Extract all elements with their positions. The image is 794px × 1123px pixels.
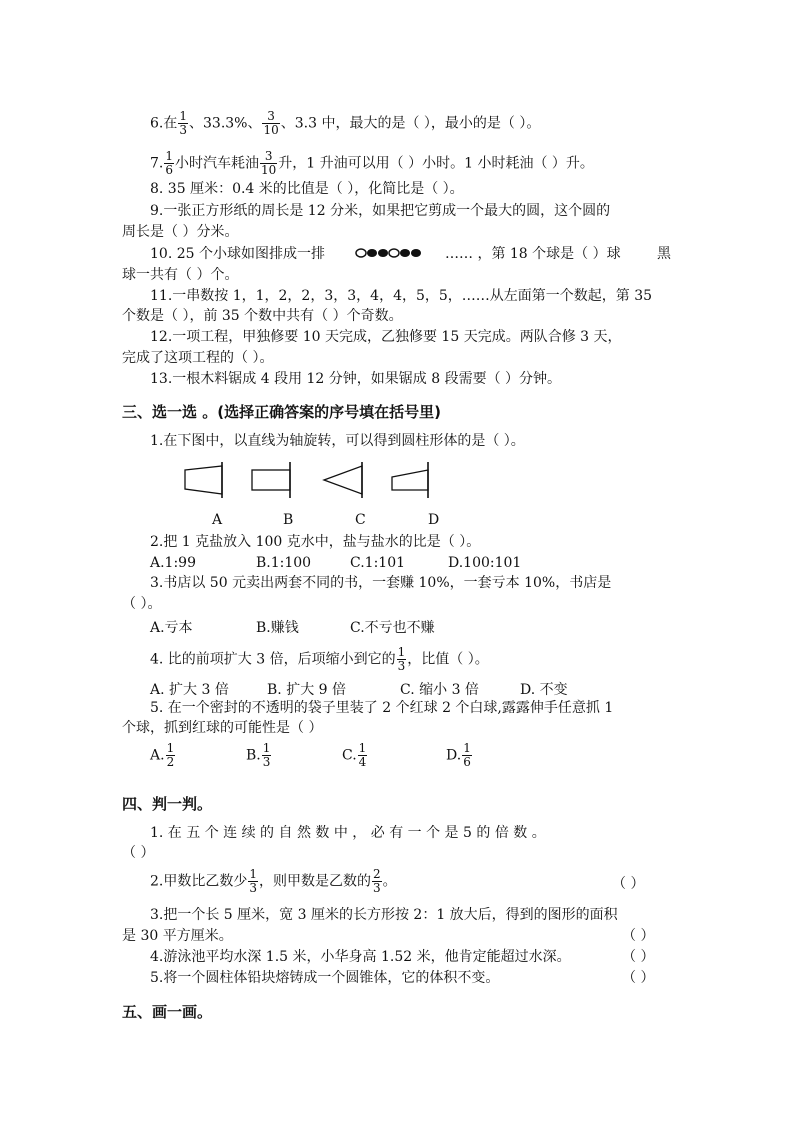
figure-a-trapezoid — [185, 466, 222, 494]
q6-fraction-1-denominator: 3 — [179, 123, 187, 137]
section-3-heading: 三、选一选 。(选择正确答案的序号填在括号里) — [122, 403, 441, 421]
choice-5-option-d-prefix: D. — [446, 747, 462, 764]
choice-5-option-b — [246, 742, 272, 769]
q6-fraction-2-denominator: 10 — [263, 123, 279, 137]
ball-6-black — [411, 249, 421, 257]
figure-label-c: C — [355, 512, 366, 528]
figure-label-a: A — [212, 512, 223, 528]
choice-4 — [150, 646, 489, 673]
figure-d-trapezoid — [392, 470, 428, 490]
q6-fraction-1 — [178, 110, 188, 137]
question-10-text-b: …… ，第 18 个球是（ ）球 — [445, 246, 621, 262]
judge-2-text-a: 2.甲数比乙数少 — [150, 873, 248, 890]
question-10-text-a: 10. 25 个小球如图排成一排 — [150, 246, 325, 262]
choice-5-option-d-fraction — [462, 742, 472, 769]
q7-text-b: 小时汽车耗油 — [175, 155, 259, 172]
choice-5-option-c-numerator: 1 — [358, 741, 367, 755]
choice-4-text-a: 4. 比的前项扩大 3 倍，后项缩小到它的 — [150, 651, 396, 668]
ball-5-black — [400, 249, 410, 257]
q6-text-a: 6.在 — [150, 115, 178, 132]
q7-fraction-2 — [260, 150, 277, 177]
question-6 — [150, 110, 540, 137]
choice-5-option-b-prefix: B. — [246, 747, 261, 764]
q6-fraction-1-numerator: 1 — [179, 109, 187, 123]
choice-5-option-d-numerator: 1 — [463, 741, 471, 755]
q7-text-c: 升，1 升油可以用（ ）小时。1 小时耗油（ ）升。 — [278, 155, 594, 172]
ball-4-white — [389, 249, 399, 257]
judge-2-text-c: 。 — [382, 873, 397, 890]
choice-4-option-b: B. 扩大 9 倍 — [267, 682, 346, 698]
q7-fraction-1 — [164, 150, 174, 177]
choice-5-option-a-numerator: 1 — [166, 741, 175, 755]
choice-3-option-b: B.赚钱 — [256, 620, 299, 636]
choice-5-option-a-prefix: A. — [150, 747, 165, 764]
question-7 — [150, 150, 594, 177]
figure-c-triangle — [324, 466, 362, 494]
choice-5-option-a — [150, 742, 176, 769]
choice-5-option-b-fraction — [262, 742, 272, 769]
q6-text-c: 、3.3 中，最大的是（ ），最小的是（ ）。 — [280, 115, 541, 132]
question-9-line-2: 周长是（ ）分米。 — [122, 224, 239, 240]
choice-5-line-2: 个球，抓到红球的可能性是（ ） — [122, 720, 323, 736]
judge-2-fraction-2-denominator: 3 — [373, 881, 381, 895]
choice-5-option-c-fraction — [358, 742, 368, 769]
choice-5-line-1: 5. 在一个密封的不透明的袋子里装了 2 个红球 2 个白球,露露伸手任意抓 1 — [150, 700, 614, 716]
choice-2: 2.把 1 克盐放入 100 克水中，盐与盐水的比是（ ）。 — [150, 534, 481, 550]
choice-5-option-d-denominator: 6 — [463, 755, 471, 769]
choice-3-option-a: A.亏本 — [150, 620, 193, 636]
choice-4-option-c: C. 缩小 3 倍 — [400, 682, 479, 698]
choice-4-fraction-numerator: 1 — [397, 645, 406, 659]
section-5-heading: 五、画一画。 — [122, 1003, 213, 1021]
judge-2-text-b: ，则甲数是乙数的 — [259, 873, 371, 890]
judge-2-fraction-1-denominator: 3 — [249, 881, 257, 895]
figure-label-d: D — [428, 512, 440, 528]
judge-2-fraction-2 — [372, 868, 382, 895]
figure-b-rectangle — [252, 470, 290, 490]
choice-3-line-1: 3.书店以 50 元卖出两套不同的书，一套赚 10%，一套亏本 10%，书店是 — [150, 575, 612, 591]
ball-3-black — [378, 249, 388, 257]
section-4-heading: 四、判一判。 — [122, 795, 213, 813]
rotation-figures — [178, 460, 448, 502]
judge-5-answer-paren: （ ） — [622, 970, 655, 986]
choice-4-fraction-denominator: 3 — [397, 659, 406, 673]
q7-fraction-1-numerator: 1 — [165, 149, 173, 163]
choice-5-option-b-denominator: 3 — [262, 755, 271, 769]
judge-3-line-1: 3.把一个长 5 厘米，宽 3 厘米的长方形按 2：1 放大后，得到的图形的面积 — [150, 907, 618, 923]
judge-1-line-2: （ ） — [122, 845, 155, 861]
choice-2-option-c: C.1:101 — [350, 555, 406, 571]
judge-4-answer-paren: （ ） — [622, 949, 655, 965]
q7-fraction-1-denominator: 6 — [165, 163, 173, 177]
question-10-text-c: 黑 — [657, 246, 671, 262]
question-12-line-2: 完成了这项工程的（ ）。 — [122, 350, 274, 366]
question-12-line-1: 12.一项工程，甲独修要 10 天完成，乙独修要 15 天完成。两队合修 3 天， — [150, 329, 622, 345]
ball-sequence — [355, 246, 431, 260]
judge-2-answer-paren: （ ） — [612, 876, 645, 892]
judge-5: 5.将一个圆柱体铅块熔铸成一个圆锥体，它的体积不变。 — [150, 970, 500, 986]
choice-5-option-c — [342, 742, 368, 769]
choice-5-option-a-denominator: 2 — [166, 755, 175, 769]
judge-2 — [150, 868, 397, 895]
q6-text-b: 、33.3%、 — [189, 115, 262, 132]
choice-3-line-2: （ ）。 — [122, 596, 162, 612]
question-8: 8. 35 厘米：0.4 米的比值是（ ），化简比是（ ）。 — [150, 181, 464, 197]
question-10-line-2: 球一共有（ ）个。 — [122, 267, 239, 283]
judge-2-fraction-2-numerator: 2 — [373, 867, 381, 881]
q7-text-a: 7. — [150, 155, 164, 172]
judge-2-fraction-1-numerator: 1 — [249, 867, 257, 881]
judge-3-line-2: 是 30 平方厘米。 — [122, 928, 233, 944]
q7-fraction-2-denominator: 10 — [261, 163, 277, 177]
q7-fraction-2-numerator: 3 — [260, 150, 277, 164]
choice-2-option-d: D.100:101 — [448, 555, 522, 571]
ball-2-black — [367, 249, 377, 257]
figure-label-b: B — [283, 512, 294, 528]
choice-5-option-d — [446, 742, 473, 769]
choice-5-option-a-fraction — [166, 742, 176, 769]
ball-1-white — [356, 249, 366, 257]
judge-2-fraction-1 — [248, 868, 258, 895]
choice-4-option-d: D. 不变 — [520, 682, 568, 698]
choice-1: 1.在下图中，以直线为轴旋转，可以得到圆柱形体的是（ ）。 — [150, 433, 525, 449]
choice-4-option-a: A. 扩大 3 倍 — [150, 682, 229, 698]
choice-5-option-c-denominator: 4 — [358, 755, 367, 769]
question-9-line-1: 9.一张正方形纸的周长是 12 分米，如果把它剪成一个最大的圆，这个圆的 — [150, 203, 611, 219]
choice-3-option-c: C.不亏也不赚 — [350, 620, 435, 636]
question-11-line-2: 个数是（ ），前 35 个数中共有（ ）个奇数。 — [122, 308, 403, 324]
q6-fraction-2-numerator: 3 — [262, 110, 279, 124]
question-11-line-1: 11.一串数按 1，1，2，2，3，3，4，4，5，5，……从左面第一个数起，第 35 — [150, 288, 653, 304]
choice-5-option-b-numerator: 1 — [262, 741, 271, 755]
choice-4-fraction — [397, 646, 407, 673]
choice-5-option-c-prefix: C. — [342, 747, 357, 764]
q6-fraction-2 — [262, 110, 279, 137]
judge-4: 4.游泳池平均水深 1.5 米，小华身高 1.52 米，他肯定能超过水深。 — [150, 949, 571, 965]
choice-4-text-b: ，比值（ ）。 — [407, 651, 489, 668]
judge-1-line-1: 1. 在 五 个 连 续 的 自 然 数 中 ， 必 有 一 个 是 5 的 倍 数 。 — [150, 825, 546, 841]
question-13: 13.一根木料锯成 4 段用 12 分钟，如果锯成 8 段需要（ ）分钟。 — [150, 371, 562, 387]
choice-2-option-b: B.1:100 — [256, 555, 312, 571]
choice-2-option-a: A.1:99 — [150, 555, 196, 571]
judge-3-answer-paren: （ ） — [622, 928, 655, 944]
